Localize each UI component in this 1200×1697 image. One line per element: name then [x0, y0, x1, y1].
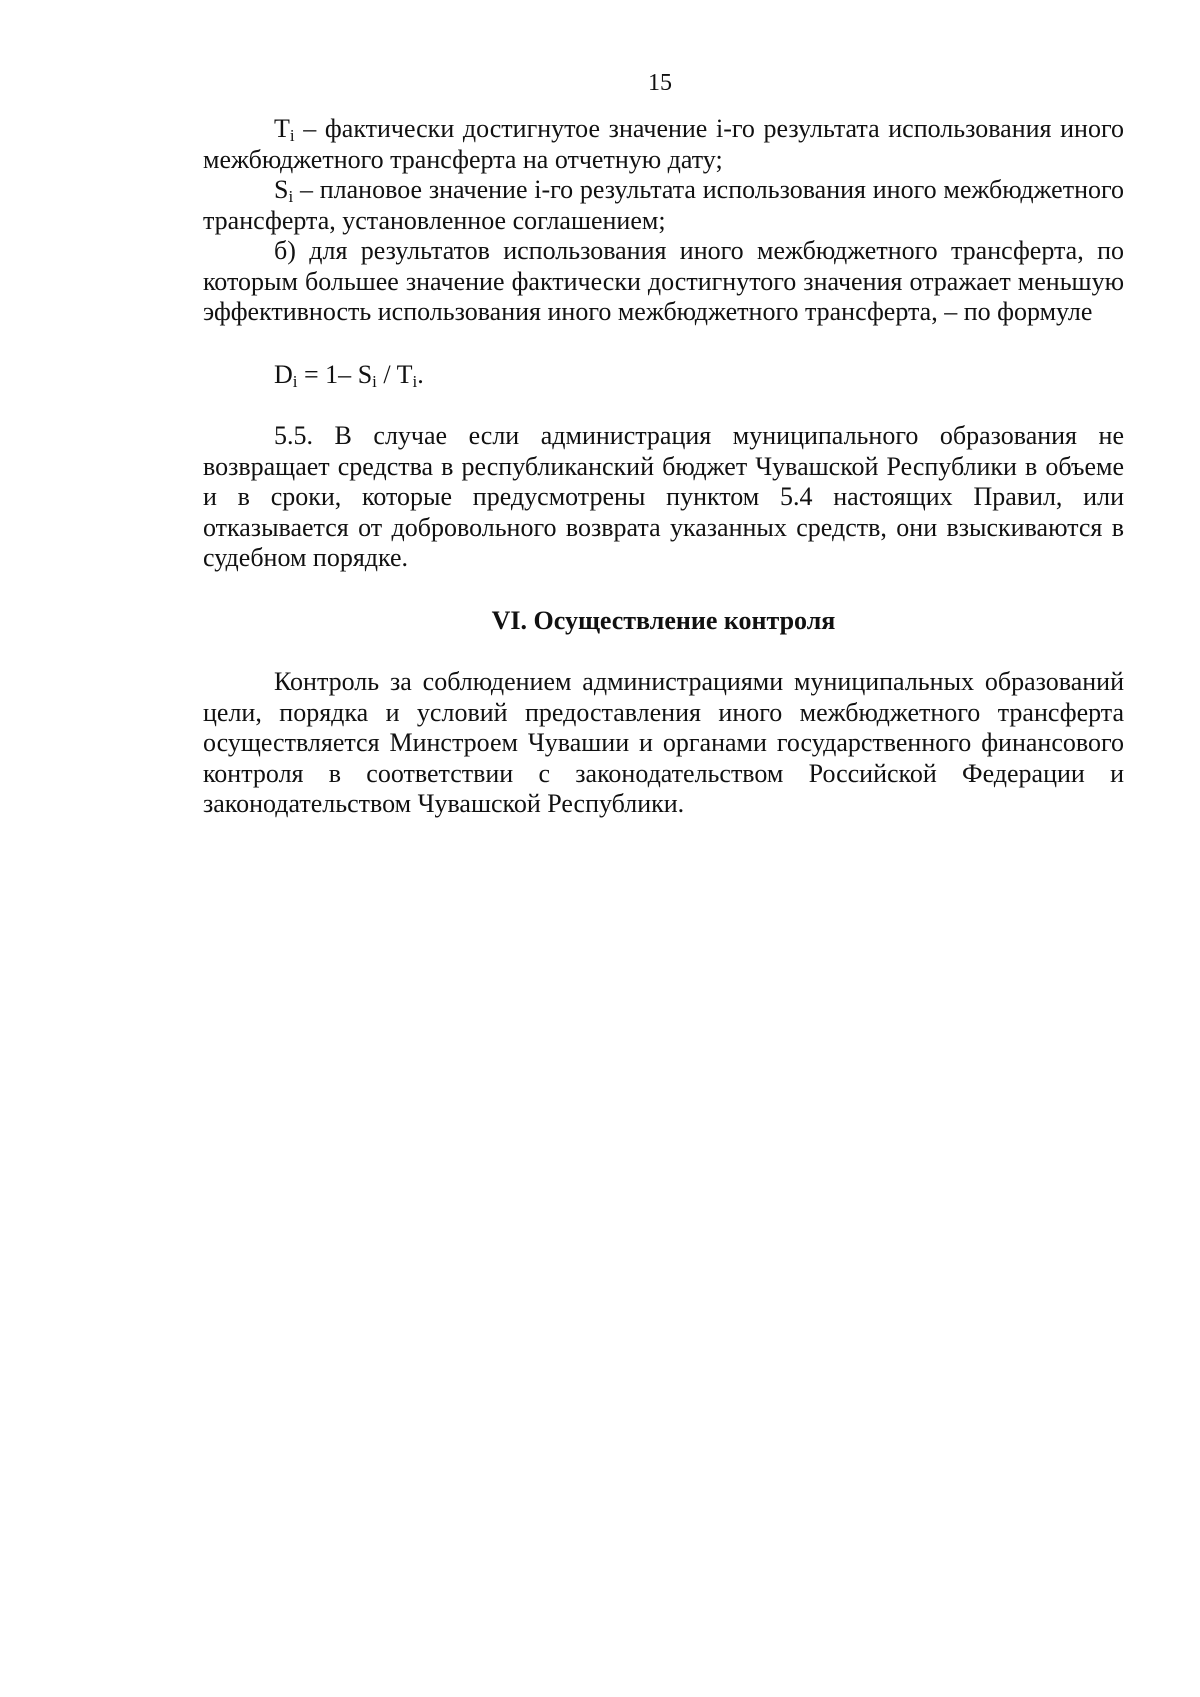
section-heading: VI. Осуществление контроля [491, 605, 836, 635]
paragraph-b-formula-intro: б) для результатов использования иного межбюджетного трансферта, по которым большее значение фактически достигнутого значения отражает меньшую эффективность использования иного межбюджетного трансферта, – по формуле [203, 236, 1124, 326]
paragraph-5-5: 5.5. В случае если администрация муниципального образования не возвращает средства в республиканский бюджет Чувашской Республики в объеме и в сроки, которые предусмотрены пунктом 5.4 настоящих Правил, или отказывается от добровольного возврата указанных средств, они взыскиваются в судебном порядке. [203, 421, 1124, 572]
page-number: 15 [648, 70, 672, 96]
paragraph-si-definition: $S_i$ – плановое значение i-го результата использования иного межбюджетного трансферта, установленное соглашением; [203, 175, 1124, 235]
paragraph-ti-definition: $T_i$ – фактически достигнутое значение i-го результата использования иного межбюджетного трансферта на отчетную дату; [203, 114, 1124, 174]
paragraph-control: Контроль за соблюдением администрациями муниципальных образований цели, порядка и условий предоставления иного межбюджетного трансферта осуществляется Минстроем Чувашии и органами государственного финансового контроля в соответствии с законодательством Российской Федерации и законодательством Чувашской Республики. [203, 667, 1124, 818]
document-body [203, 114, 1124, 820]
formula-di: $D_i = 1-$ $S_i / T_i$. [274, 359, 424, 391]
